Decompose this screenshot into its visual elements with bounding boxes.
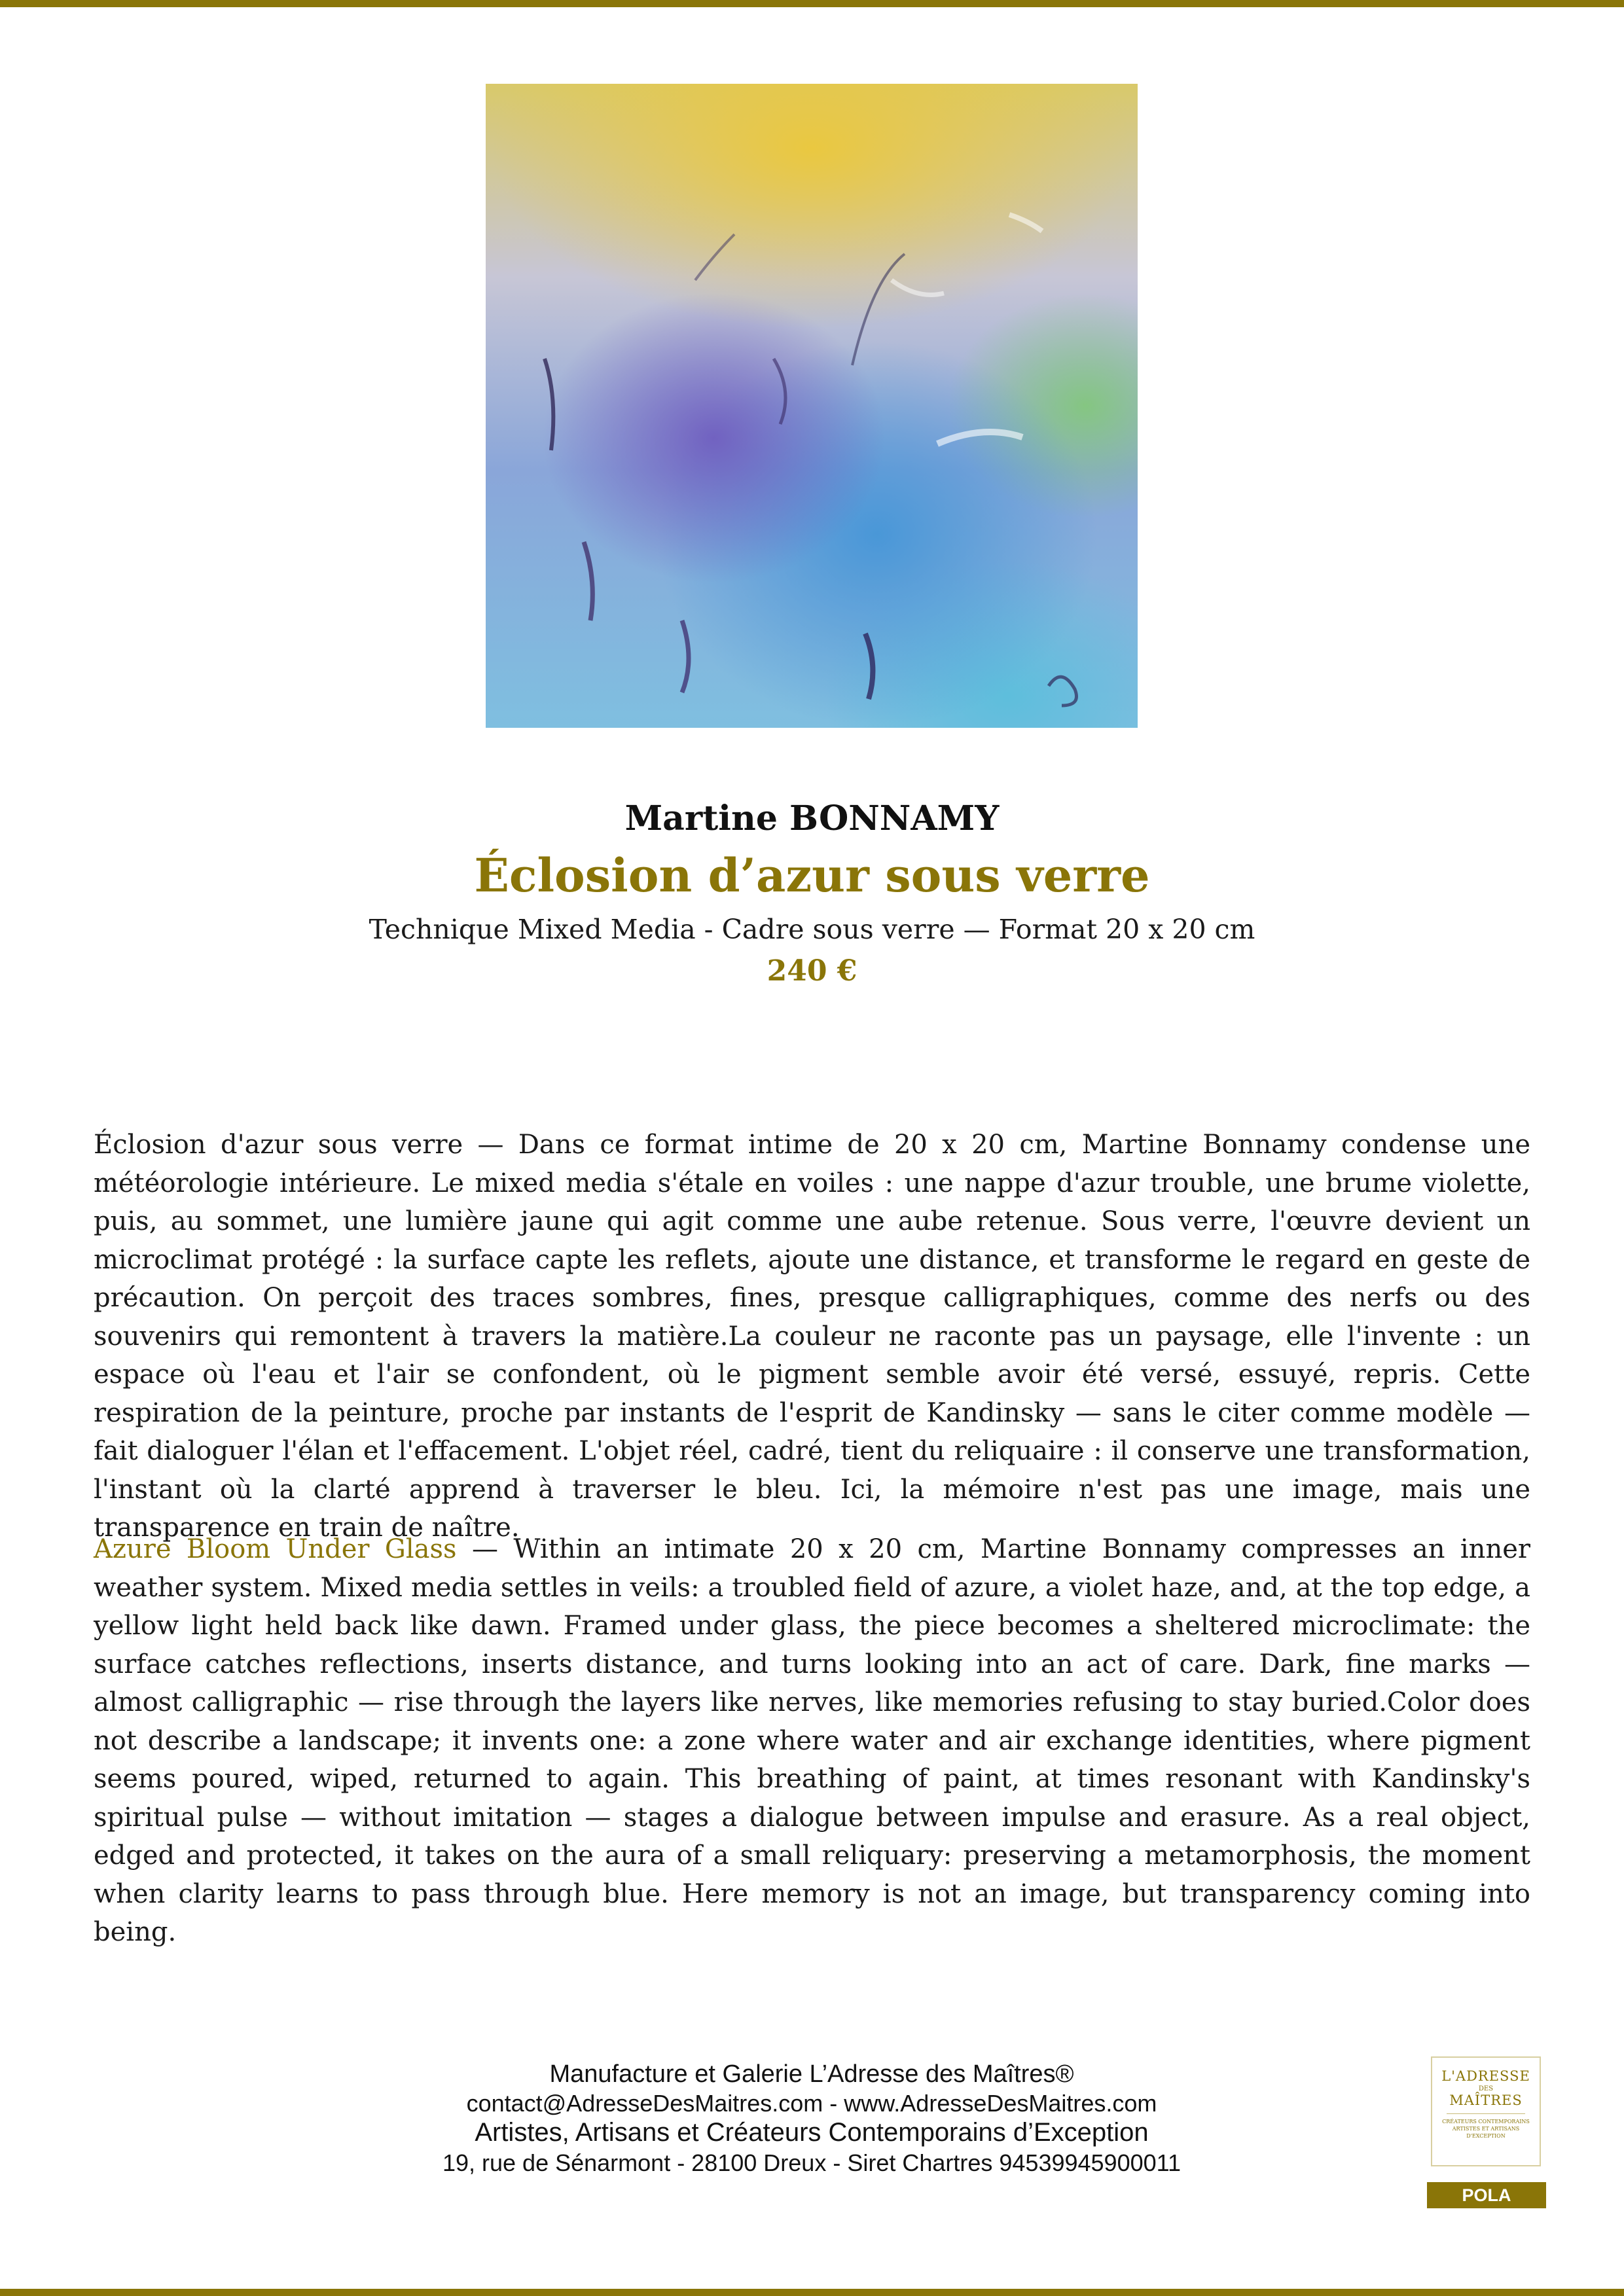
logo-line-1: L'ADRESSE xyxy=(1441,2068,1530,2084)
pola-badge: POLA xyxy=(1427,2182,1546,2208)
english-title: Azure Bloom Under Glass xyxy=(94,1534,457,1564)
artwork-price: 240 € xyxy=(767,954,857,988)
artwork-technique: Technique Mixed Media - Cadre sous verre — Format 20 x 20 cm xyxy=(369,914,1255,945)
footer-tagline: Artistes, Artisans et Créateurs Contemporains d’Exception xyxy=(475,2118,1149,2147)
artwork-title: Éclosion d’azur sous verre xyxy=(474,848,1150,903)
logo-divider xyxy=(1447,2113,1525,2114)
description-french: Éclosion d'azur sous verre — Dans ce format intime de 20 x 20 cm, Martine Bonnamy condense une météorologie intérieure. Le mixed media s'étale en voiles : une nappe d'azur trouble, une brume violette, puis, au sommet, une lumière jaune qui agit comme une aube retenue. Sous verre, l'œuvre devient un microclimat protégé : la surface capte les reflets, ajoute une distance, et transforme le regard en geste de précaution. On perçoit des traces sombres, fines, presque calligraphiques, comme des nerfs ou des souvenirs qui remontent à travers la matière.La couleur ne raconte pas un paysage, elle l'invente : un espace où l'eau et l'air se confondent, où le pigment semble avoir été versé, essuyé, repris. Cette respiration de la peinture, proche par instants de l'esprit de Kandinsky — sans le citer comme modèle — fait dialoguer l'élan et l'effacement. L'objet réel, cadré, tient du reliquaire : il conserve une transformation, l'instant où la clarté apprend à traverser le bleu. Ici, la mémoire n'est pas une image, mais une transparence en train de naître. xyxy=(94,1130,1530,1543)
logo-line-2: DES xyxy=(1478,2085,1494,2092)
artist-name: Martine BONNAMY xyxy=(624,798,1000,838)
english-body: — Within an intimate 20 x 20 cm, Martine Bonnamy compresses an inner weather system. Mixed media settles in veils: a troubled field of azure, a violet haze, and, at the top edge, a yellow light held back like dawn. Framed under glass, the piece becomes a sheltered microclimate: the surface catches reflections, inserts distance, and turns looking into an act of care. Dark, fine marks — almost calligraphic — rise through the layers like nerves, like memories refusing to stay buried.Color does not describe a landscape; it invents one: a zone where water and air exchange identities, where pigment seems poured, wiped, returned to again. This breathing of paint, at times resonant with Kandinsky's spiritual pulse — without imitation — stages a dialogue between impulse and erasure. As a real object, edged and protected, it takes on the aura of a small reliquary: preserving a metamorphosis, the moment when clarity learns to pass through blue. Here memory is not an image, but transparency coming into being. xyxy=(94,1534,1531,1947)
description-english xyxy=(94,1530,1530,1952)
painting-brushstrokes xyxy=(486,84,1138,728)
bottom-rule xyxy=(0,2289,1624,2296)
top-rule xyxy=(0,0,1624,7)
logo-line-4: CRÉATEURS CONTEMPORAINS ARTISTES ET ARTISANS D'EXCEPTION xyxy=(1442,2119,1530,2139)
gallery-logo xyxy=(1431,2056,1541,2166)
footer-contact: contact@AdresseDesMaitres.com - www.AdresseDesMaitres.com xyxy=(466,2090,1157,2117)
footer-address: 19, rue de Sénarmont - 28100 Dreux - Siret Chartres 94539945900011 xyxy=(442,2149,1182,2176)
footer-company: Manufacture et Galerie L’Adresse des Maîtres® xyxy=(549,2060,1074,2088)
logo-line-3: MAÎTRES xyxy=(1449,2092,1523,2108)
artwork-image xyxy=(486,84,1138,728)
